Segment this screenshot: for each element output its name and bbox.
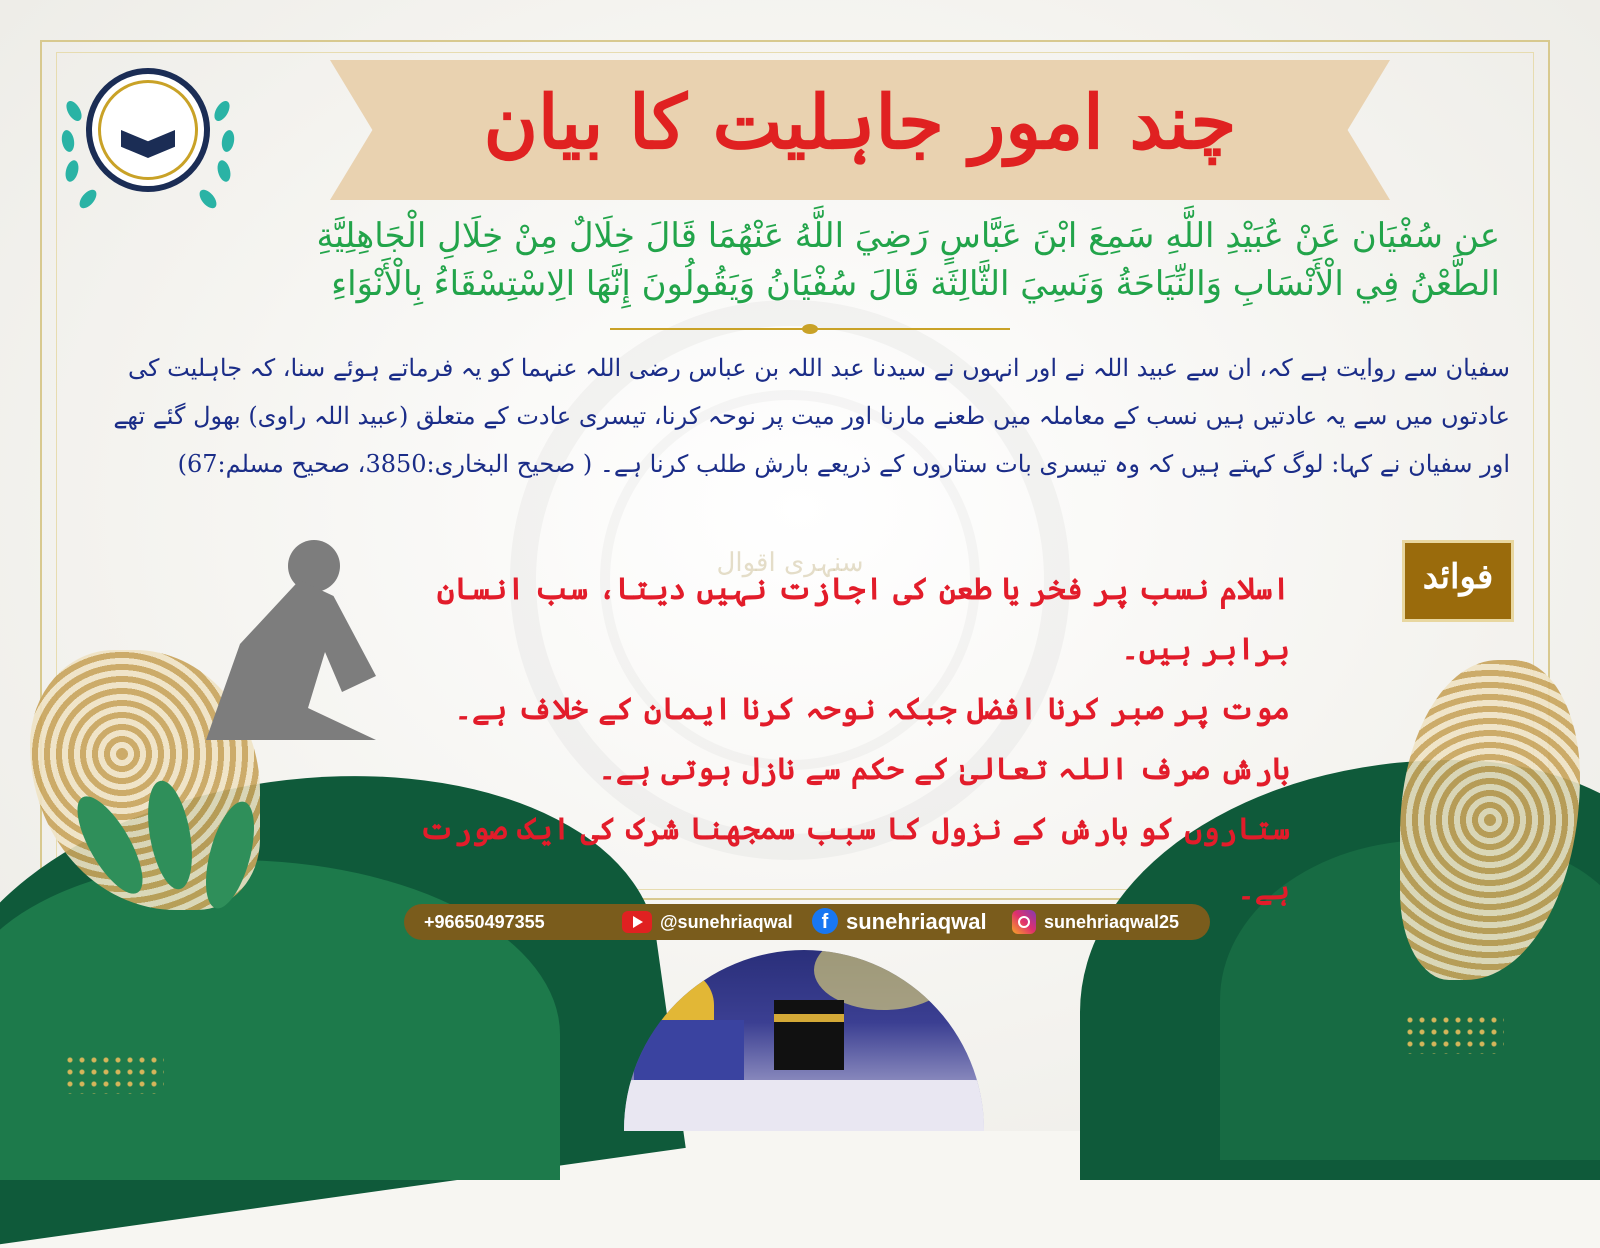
arabic-line: عن سُفْيَان عَنْ عُبَيْدِ اللَّهِ سَمِعَ ابْنَ عَبَّاسٍ رَضِيَ اللَّهُ عَنْهُمَا قَالَ خِلَالٌ مِنْ خِلَالِ الْجَاهِلِيَّةِ	[316, 216, 1500, 256]
urdu-translation	[42, 344, 1510, 488]
fawaid-list	[370, 560, 1290, 920]
instagram-handle[interactable]: sunehriaqwal25	[1044, 912, 1180, 932]
urdu-line: عادتوں میں سے یہ عادتیں ہیں نسب کے معاملہ میں طعنے مارنا اور میت پر نوحہ کرنا، تیسری عادت کے متعلق (عبید اللہ راوی) بھول گئے تھے	[113, 402, 1510, 430]
youtube-handle[interactable]: @sunehriaqwal	[660, 912, 793, 932]
dots-ornament	[64, 1054, 164, 1094]
instagram-icon[interactable]	[1012, 910, 1036, 934]
fawaid-item: موت پر صبر کرنا افضل جبکہ نوحہ کرنا ایمان کے خلاف ہے۔	[454, 692, 1290, 727]
fawaid-badge	[1402, 540, 1514, 622]
fawaid-item: ستاروں کو بارش کے نزول کا سبب سمجھنا شرک کی ایک صورت ہے۔	[419, 812, 1290, 907]
dots-ornament	[1404, 1014, 1504, 1054]
watermark-text: سنہری اقوال	[716, 548, 864, 578]
facebook-handle[interactable]: sunehriaqwal	[846, 909, 987, 934]
youtube-icon[interactable]	[622, 911, 652, 933]
arabic-hadith	[40, 212, 1500, 308]
arabic-line: الطَّعْنُ فِي الْأَنْسَابِ وَالنِّيَاحَةُ وَنَسِيَ الثَّالِثَة قَالَ سُفْيَانُ وَيَقُولُونَ إِنَّهَا الِاسْتِسْقَاءُ بِالْأَنْوَاءِ	[331, 264, 1500, 304]
praying-man-silhouette-icon	[196, 540, 386, 740]
urdu-line: اور سفیان نے کہا: لوگ کہتے ہیں کہ وہ تیسری بات ستاروں کے ذریعے بارش طلب کرنا ہے۔ ( صحیح البخاری:3850، صحیح مسلم:67)	[177, 450, 1510, 478]
title-banner	[330, 60, 1390, 200]
ornament-divider	[610, 322, 1010, 336]
fawaid-item: اسلام نسب پر فخر یا طعن کی اجازت نہیں دیتا، سب انسان برابر ہیں۔	[436, 572, 1290, 667]
facebook-icon[interactable]: f	[812, 908, 838, 934]
logo-emblem-icon	[58, 60, 238, 230]
fawaid-label: فوائد	[1422, 557, 1494, 597]
mosque-kaaba-scene-icon	[624, 950, 984, 1131]
fawaid-item: بارش صرف اللہ تعالیٰ کے حکم سے نازل ہوتی ہے۔	[598, 752, 1290, 787]
urdu-line: سفیان سے روایت ہے کہ، ان سے عبید اللہ نے اور انہوں نے سیدنا عبد اللہ بن عباس رضی اللہ عنہما کو یہ فرماتے ہوئے سنا، کہ جاہلیت کی	[128, 354, 1510, 382]
page-title: چند امور جاہلیت کا بیان	[483, 80, 1237, 166]
phone-number[interactable]: +96650497355	[424, 912, 545, 932]
